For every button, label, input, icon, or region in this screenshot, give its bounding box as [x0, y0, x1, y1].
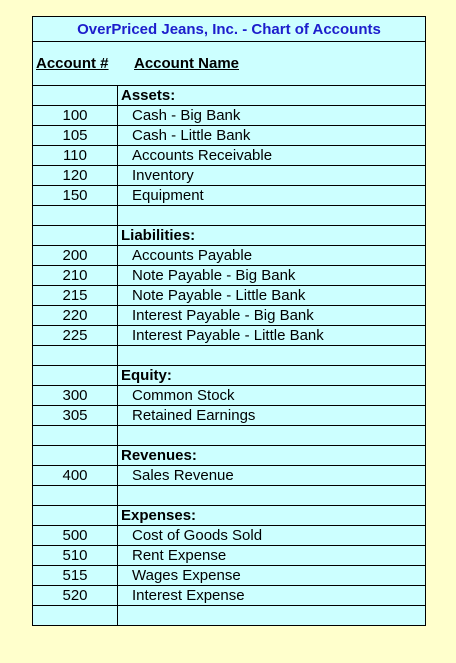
account-number-cell: [33, 486, 118, 505]
account-number-header: Account #: [36, 55, 109, 72]
account-name-cell: [118, 426, 425, 445]
table-row: [33, 306, 425, 326]
account-number-cell: [33, 86, 118, 105]
section-row: [33, 506, 425, 526]
table-row: [33, 246, 425, 266]
account-number-cell: 120: [33, 166, 118, 185]
account-name-cell: Interest Payable - Little Bank: [132, 327, 324, 344]
account-number-cell: [33, 426, 118, 445]
account-name-cell: Rent Expense: [132, 547, 227, 564]
account-number-cell: 400: [33, 466, 118, 485]
table-row: [33, 106, 425, 126]
account-number-cell: [33, 206, 118, 225]
table-row: [33, 286, 425, 306]
account-number-cell: 510: [33, 546, 118, 565]
account-number-cell: 225: [33, 326, 118, 345]
table-row: [33, 406, 425, 426]
table-row: [33, 166, 425, 186]
section-label: Equity:: [121, 367, 172, 384]
section-label: Expenses:: [121, 507, 197, 524]
account-number-cell: 515: [33, 566, 118, 585]
section-row: [33, 226, 425, 246]
account-name-cell: Accounts Receivable: [132, 147, 273, 164]
account-number-cell: [33, 606, 118, 625]
account-number-cell: 105: [33, 126, 118, 145]
table-row: [33, 186, 425, 206]
account-name-cell: Equipment: [132, 187, 204, 204]
section-row: [33, 366, 425, 386]
account-name-header: Account Name: [134, 55, 240, 72]
section-label: Liabilities:: [121, 227, 196, 244]
account-name-cell: Inventory: [132, 167, 194, 184]
account-name-cell: Common Stock: [132, 387, 235, 404]
account-number-cell: 210: [33, 266, 118, 285]
account-number-cell: 220: [33, 306, 118, 325]
account-name-cell: [118, 346, 425, 365]
table-row: [33, 146, 425, 166]
chart-of-accounts-table: [32, 16, 426, 626]
account-name-cell: Note Payable - Little Bank: [132, 287, 306, 304]
sheet-title: OverPriced Jeans, Inc. - Chart of Accounts: [33, 17, 425, 42]
blank-row: [33, 206, 425, 226]
account-name-cell: [118, 606, 425, 625]
account-name-cell: Wages Expense: [132, 567, 241, 584]
account-number-cell: [33, 446, 118, 465]
table-row: [33, 586, 425, 606]
table-row: [33, 326, 425, 346]
account-name-cell: Interest Expense: [132, 587, 245, 604]
table-row: [33, 266, 425, 286]
account-number-cell: 500: [33, 526, 118, 545]
blank-row: [33, 486, 425, 506]
account-name-cell: Cost of Goods Sold: [132, 527, 263, 544]
account-name-cell: Cash - Little Bank: [132, 127, 251, 144]
account-number-cell: 110: [33, 146, 118, 165]
table-row: [33, 386, 425, 406]
column-headers: [33, 42, 425, 86]
section-row: [33, 446, 425, 466]
account-number-cell: 300: [33, 386, 118, 405]
table-row: [33, 526, 425, 546]
section-row: [33, 86, 425, 106]
account-name-cell: Interest Payable - Big Bank: [132, 307, 314, 324]
account-name-cell: Accounts Payable: [132, 247, 253, 264]
section-label: Assets:: [121, 87, 176, 104]
account-number-cell: 100: [33, 106, 118, 125]
account-name-cell: Retained Earnings: [132, 407, 256, 424]
table-row: [33, 546, 425, 566]
account-number-cell: 200: [33, 246, 118, 265]
section-label: Revenues:: [121, 447, 197, 464]
account-name-cell: [118, 486, 425, 505]
account-number-cell: [33, 506, 118, 525]
account-name-cell: Cash - Big Bank: [132, 107, 241, 124]
table-row: [33, 466, 425, 486]
account-number-cell: 305: [33, 406, 118, 425]
account-number-cell: [33, 346, 118, 365]
account-name-cell: [118, 206, 425, 225]
account-number-cell: [33, 226, 118, 245]
account-number-cell: 520: [33, 586, 118, 605]
table-row: [33, 566, 425, 586]
account-name-cell: Note Payable - Big Bank: [132, 267, 296, 284]
account-name-cell: Sales Revenue: [132, 467, 234, 484]
table-row: [33, 126, 425, 146]
account-number-cell: 215: [33, 286, 118, 305]
blank-row: [33, 606, 425, 625]
blank-row: [33, 426, 425, 446]
account-number-cell: 150: [33, 186, 118, 205]
account-rows: [33, 86, 425, 625]
account-number-cell: [33, 366, 118, 385]
blank-row: [33, 346, 425, 366]
